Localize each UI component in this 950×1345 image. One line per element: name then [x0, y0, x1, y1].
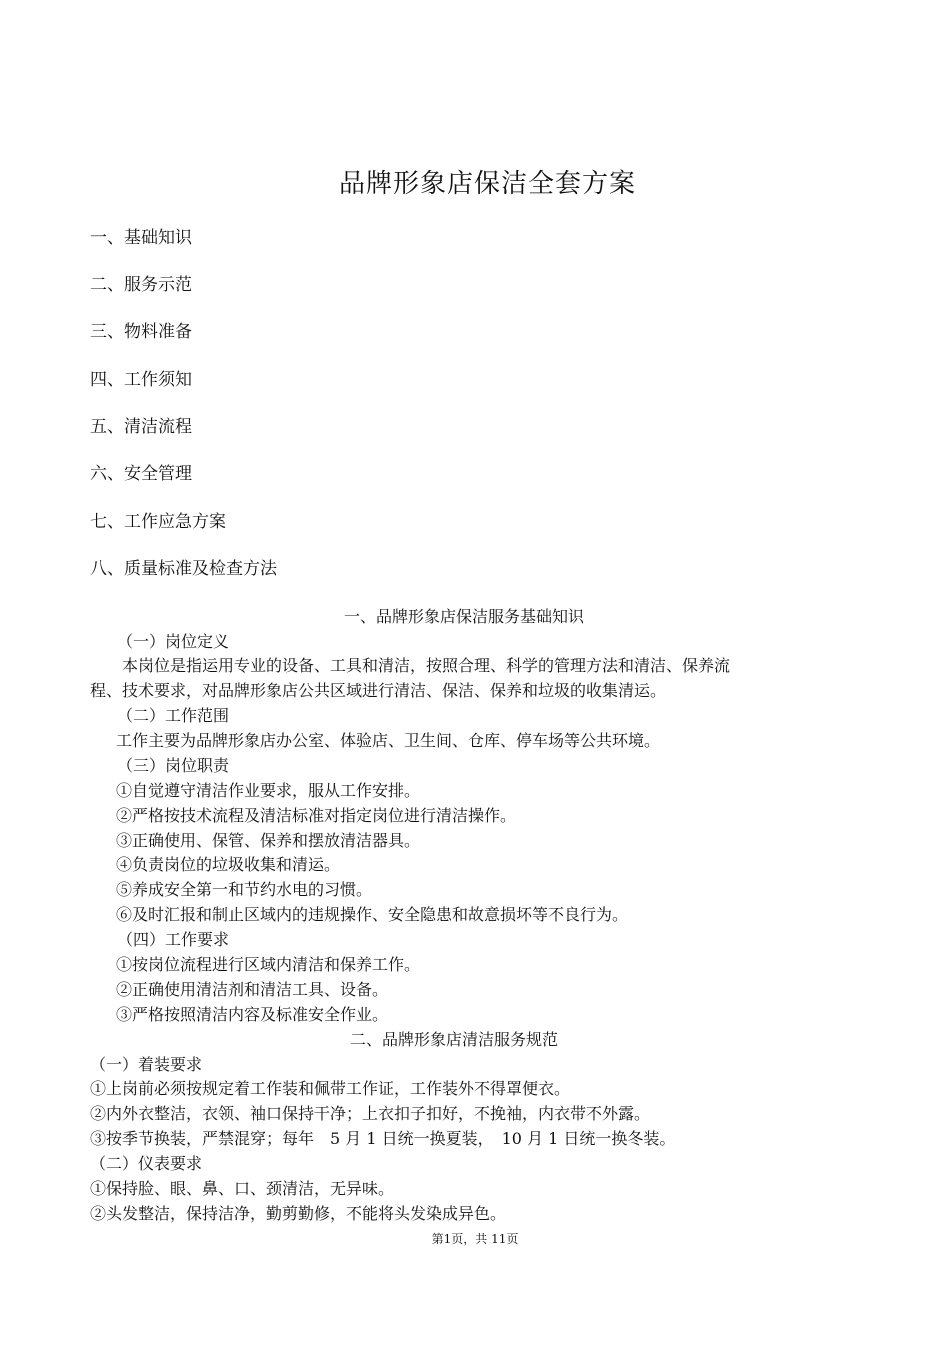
list-item: ③按季节换装，严禁混穿；每年 5 月 1 日统一换夏装， 10 月 1 日统一换冬装。: [90, 1129, 676, 1148]
list-item: ②正确使用清洁剂和清洁工具、设备。: [116, 980, 389, 999]
paragraph-line: 本岗位是指运用专业的设备、工具和清洁，按照合理、科学的管理方法和清洁、保养流: [122, 656, 731, 675]
section-heading: 一、品牌形象店保洁服务基础知识: [344, 607, 585, 626]
toc-item-3: 三、物料准备: [90, 322, 192, 342]
toc-item-7: 七、工作应急方案: [90, 512, 226, 532]
list-item: ⑥及时汇报和制止区域内的违规操作、安全隐患和故意损坏等不良行为。: [116, 905, 629, 924]
toc-item-1: 一、基础知识: [90, 228, 192, 248]
list-item: ③严格按照清洁内容及标准安全作业。: [116, 1005, 389, 1024]
list-item: ①上岗前必须按规定着工作装和佩带工作证，工作装外不得罩便衣。: [90, 1079, 571, 1098]
subsection-heading: （三）岗位职责: [117, 756, 230, 775]
subsection-heading: （二）仪表要求: [90, 1154, 203, 1173]
paragraph-line: 工作主要为品牌形象店办公室、体验店、卫生间、仓库、停车场等公共环境。: [116, 731, 661, 750]
list-item: ②内外衣整洁，衣领、袖口保持干净；上衣扣子扣好，不挽袖，内衣带不外露。: [90, 1104, 651, 1123]
list-item: ④负责岗位的垃圾收集和清运。: [116, 855, 341, 874]
list-item: ⑤养成安全第一和节约水电的习惯。: [116, 880, 373, 899]
section-heading: 二、品牌形象店清洁服务规范: [350, 1030, 559, 1049]
toc-item-2: 二、服务示范: [90, 275, 192, 295]
toc-item-6: 六、安全管理: [90, 464, 192, 484]
toc-item-8: 八、质量标准及检查方法: [90, 559, 277, 579]
document-title: 品牌形象店保洁全套方案: [338, 169, 636, 199]
paragraph-line: 程、技术要求，对品牌形象店公共区域进行清洁、保洁、保养和垃圾的收集清运。: [90, 681, 667, 700]
list-item: ③正确使用、保管、保养和摆放清洁器具。: [116, 831, 421, 850]
list-item: ①保持脸、眼、鼻、口、颈清洁，无异味。: [90, 1179, 395, 1198]
list-item: ②严格按技术流程及清洁标准对指定岗位进行清洁操作。: [116, 806, 517, 825]
subsection-heading: （一）岗位定义: [117, 632, 230, 651]
list-item: ①自觉遵守清洁作业要求，服从工作安排。: [116, 781, 421, 800]
subsection-heading: （二）工作范围: [117, 706, 230, 725]
subsection-heading: （一）着装要求: [90, 1055, 203, 1074]
list-item: ①按岗位流程进行区域内清洁和保养工作。: [116, 955, 421, 974]
subsection-heading: （四）工作要求: [117, 930, 230, 949]
list-item: ②头发整洁，保持洁净，勤剪勤修，不能将头发染成异色。: [90, 1204, 507, 1223]
toc-item-4: 四、工作须知: [90, 370, 192, 390]
toc-item-5: 五、清洁流程: [90, 417, 192, 437]
page-footer: 第1页，共 11页: [431, 1232, 519, 1246]
